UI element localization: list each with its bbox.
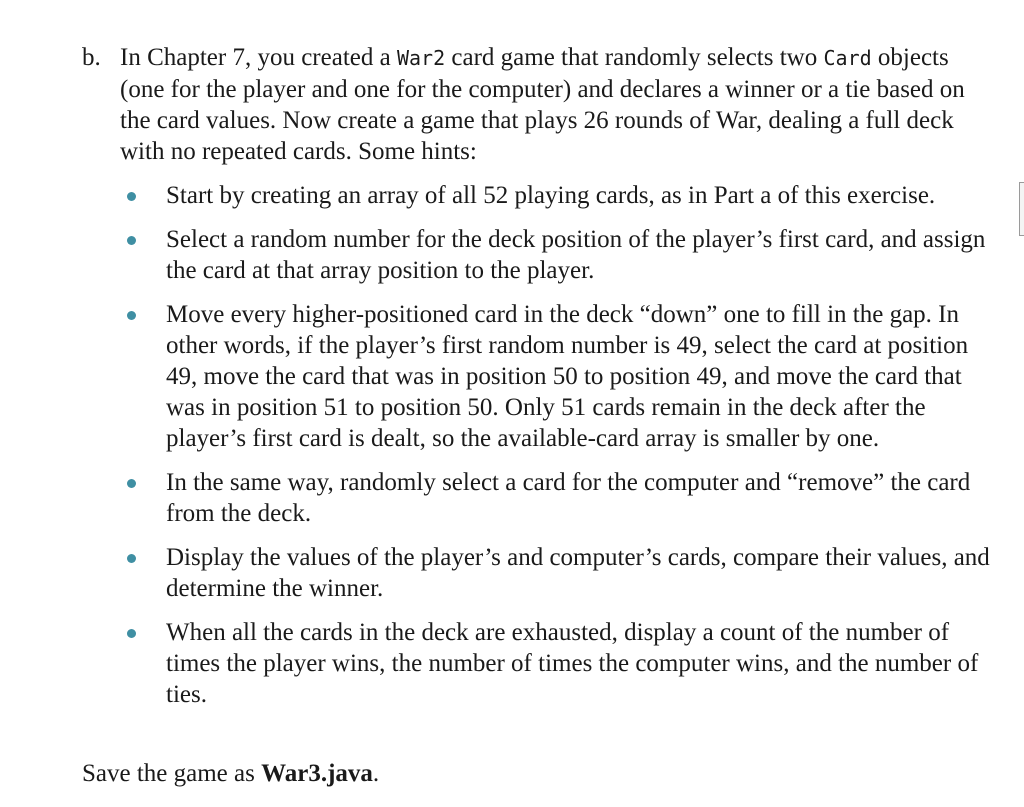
hint-text: In the same way, randomly select a card for the computer and “remove” the card from the deck. (166, 469, 971, 527)
item-marker: b. (82, 44, 101, 71)
hint-item (120, 467, 990, 529)
bullet-dot-icon (127, 236, 136, 245)
save-filename: War3.java (261, 760, 373, 787)
hint-item (120, 542, 990, 604)
hints-list (120, 180, 990, 723)
intro-text-3: objects (one for the player and one for the computer) and declares a winner or a tie based on the card values. Now create a game that plays 26 rounds of War, dealing a full deck with no repeated cards. Some hints: (120, 44, 965, 165)
bullet-dot-icon (127, 629, 136, 638)
save-instruction (82, 758, 379, 789)
class-name-war2: War2 (396, 46, 446, 70)
save-suffix: . (372, 760, 380, 787)
hint-text: Start by creating an array of all 52 playing cards, as in Part a of this exercise. (166, 182, 936, 209)
intro-text-2: card game that randomly selects two (445, 44, 824, 71)
hint-item (120, 180, 990, 211)
hint-text: Select a random number for the deck position of the player’s first card, and assign the card at that array position to the player. (166, 226, 986, 284)
class-name-card: Card (823, 46, 872, 70)
page-edge-tab (1019, 182, 1024, 236)
hint-text: Move every higher-positioned card in the deck “down” one to fill in the gap. In other words, if the player’s first random number is 49, select the card at position 49, move the card that was in position 50 to position 49, and move the card that was in position 51 to position 50. Only 51 cards remain in the deck after the player’s first card is dealt, so the available-card array is smaller by one. (166, 301, 969, 452)
bullet-dot-icon (127, 554, 136, 563)
bullet-dot-icon (127, 311, 136, 320)
hint-text: Display the values of the player’s and computer’s cards, compare their values, and determine the winner. (166, 544, 990, 602)
exercise-item-b (82, 42, 982, 167)
hint-text: When all the cards in the deck are exhausted, display a count of the number of times the player wins, the number of times the computer wins, and the number of ties. (166, 619, 979, 708)
bullet-dot-icon (127, 479, 136, 488)
exercise-intro (120, 42, 982, 167)
bullet-dot-icon (127, 192, 136, 201)
hint-item (120, 224, 990, 286)
intro-text-1: In Chapter 7, you created a (120, 44, 397, 71)
hint-item (120, 299, 990, 454)
hint-item (120, 617, 990, 710)
save-prefix: Save the game as (82, 760, 262, 787)
